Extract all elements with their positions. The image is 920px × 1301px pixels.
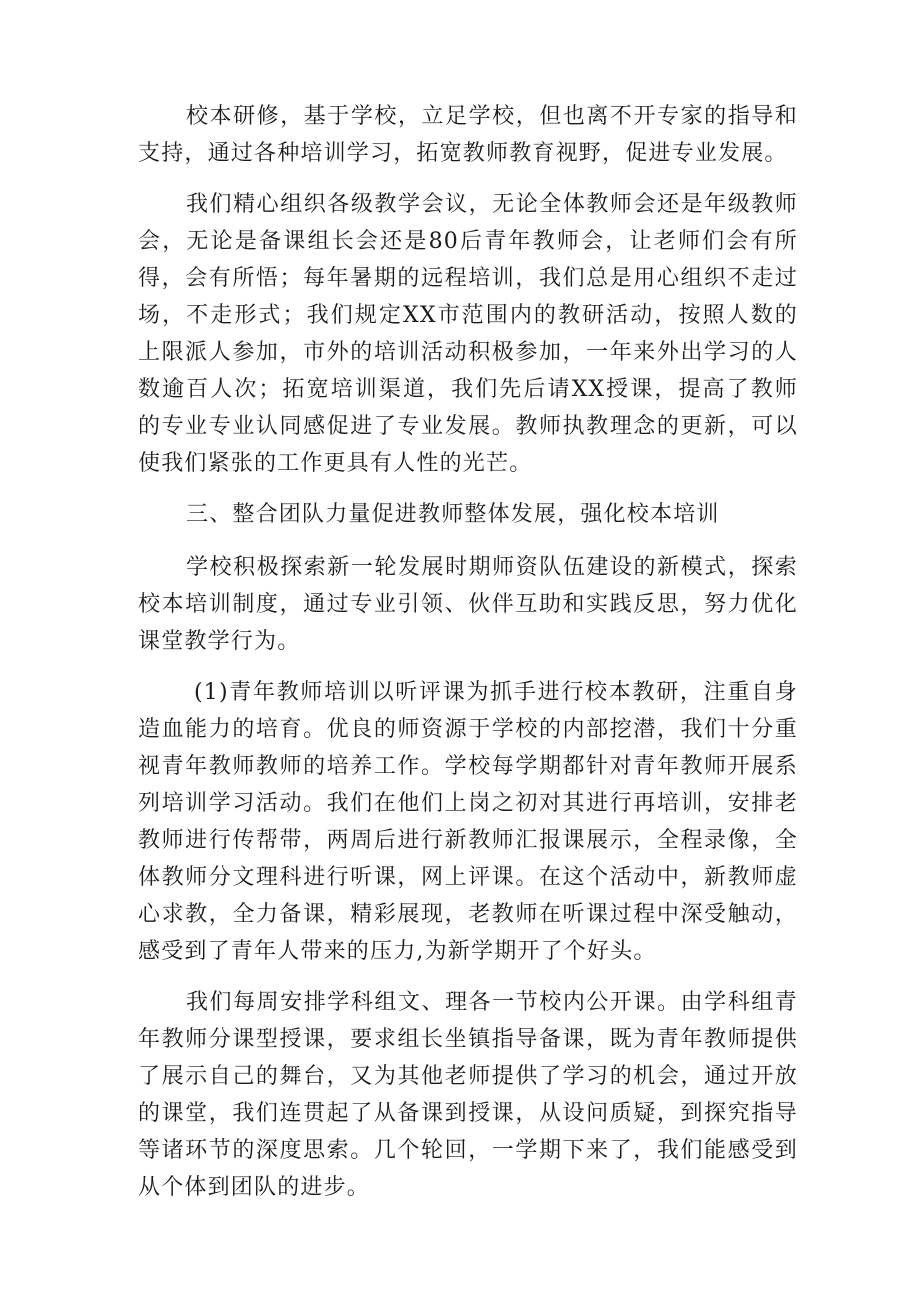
paragraph-training-model: 学校积极探索新一轮发展时期师资队伍建设的新模式，探索校本培训制度，通过专业引领、伙伴互助和实践反思，努力优化课堂教学行为。	[138, 555, 798, 654]
paragraph-teaching-meetings: 我们精心组织各级教学会议，无论全体教师会还是年级教师会，无论是备课组长会还是80后青年教师会，让老师们会有所得，会有所悟；每年暑期的远程培训，我们总是用心组织不走过场，不走形式；我们规定XX市范围内的教研活动，按照人数的上限派人参加，市外的培训活动积极参加，一年来外出学习的人数逾百人次；拓宽培训渠道，我们先后请XX授课，提高了教师的专业专业认同感促进了专业发展。教师执教理念的更新，可以使我们紧张的工作更具有人性的光芒。	[138, 192, 798, 476]
document-body	[138, 98, 798, 1220]
paragraph-weekly-open-class: 我们每周安排学科组文、理各一节校内公开课。由学科组青年教师分课型授课，要求组长坐镇指导备课，既为青年教师提供了展示自己的舞台，又为其他老师提供了学习的机会，通过开放的课堂，我们连贯起了从备课到授课，从设问质疑，到探究指导等诸环节的深度思索。几个轮回，一学期下来了，我们能感受到从个体到团队的进步。	[138, 990, 798, 1200]
paragraph-young-teacher-training: (1)青年教师培训以听评课为抓手进行校本教研，注重自身造血能力的培育。优良的师资源于学校的内部挖潜，我们十分重视青年教师教师的培养工作。学校每学期都针对青年教师开展系列培训学习活动。我们在他们上岗之初对其进行再培训，安排老教师进行传帮带，两周后进行新教师汇报课展示，全程录像，全体教师分文理科进行听课，网上评课。在这个活动中，新教师虚心求教，全力备课，精彩展现，老教师在听课过程中深受触动，感受到了青年人带来的压力,为新学期开了个好头。	[138, 680, 798, 964]
paragraph-school-research: 校本研修，基于学校，立足学校，但也离不开专家的指导和支持，通过各种培训学习，拓宽教师教育视野，促进专业发展。	[138, 104, 798, 166]
section-heading-team-development: 三、整合团队力量促进教师整体发展，强化校本培训	[186, 502, 720, 527]
